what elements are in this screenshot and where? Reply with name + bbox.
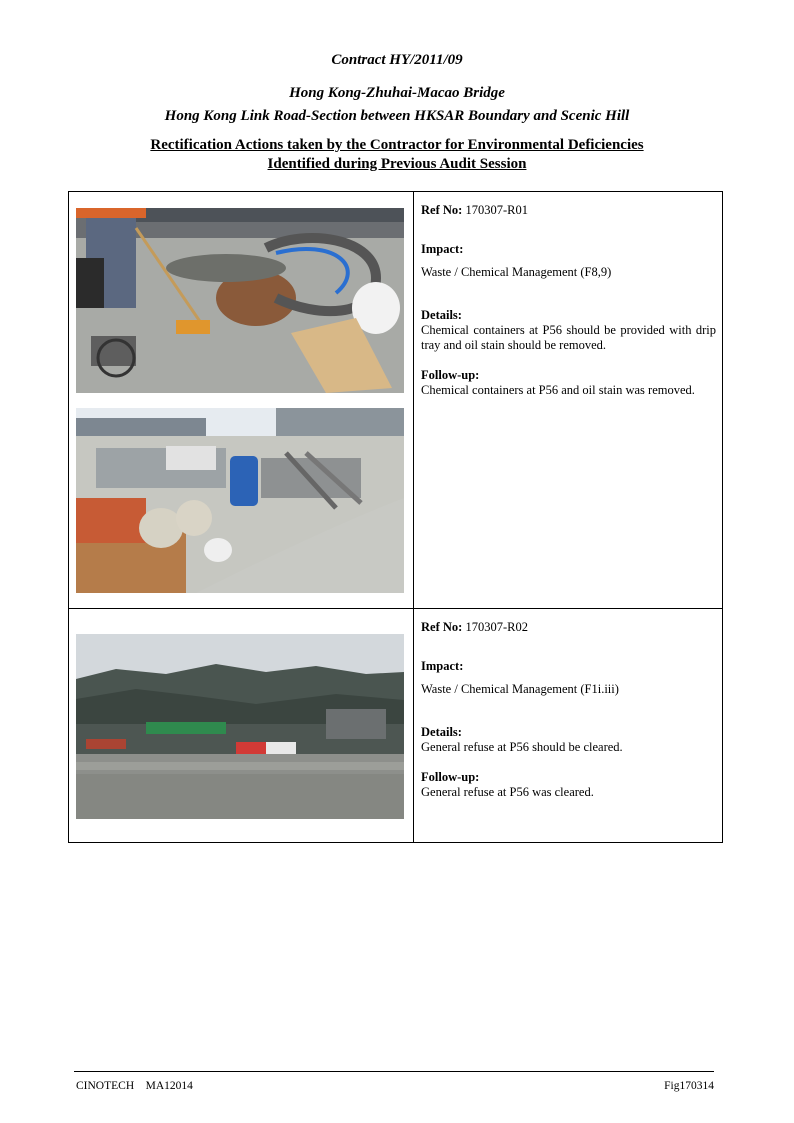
impact-value: Waste / Chemical Management (F8,9) [421,265,612,279]
impact-label: Impact: [421,659,464,673]
ref-value: 170307-R01 [465,203,528,217]
document-title-line1: Rectification Actions taken by the Contractor for Environmental Deficiencies [150,137,644,153]
ref-label: Ref No: [421,620,463,634]
details-label: Details: [421,308,462,322]
details-value: General refuse at P56 should be cleared. [421,740,623,754]
site-photo-chemical-containers [76,408,404,593]
entry-details [421,203,716,398]
project-title-line1: Hong Kong-Zhuhai-Macao Bridge [289,85,505,101]
rectification-table [68,191,723,843]
contract-number: Contract HY/2011/09 [331,52,463,68]
followup-label: Follow-up: [421,368,480,382]
details-label: Details: [421,725,462,739]
ref-no [421,620,716,635]
table-row [69,192,722,609]
ref-no [421,203,716,218]
followup-label: Follow-up: [421,770,480,784]
footer-figure-number: Fig170314 [664,1080,714,1092]
site-photo-general-refuse [76,634,404,819]
site-photo-oil-stain [76,208,404,393]
followup-value: Chemical containers at P56 and oil stain was removed. [421,383,695,397]
followup-value: General refuse at P56 was cleared. [421,785,594,799]
details-value: Chemical containers at P56 should be provided with drip tray and oil stain should be removed. [421,323,716,352]
table-row [69,609,722,842]
ref-value: 170307-R02 [465,620,528,634]
impact-label: Impact: [421,242,464,256]
footer-company-ref: CINOTECH MA12014 [76,1080,193,1092]
document-title-line2: Identified during Previous Audit Session [267,156,527,172]
footer-divider [74,1071,714,1072]
project-title-line2: Hong Kong Link Road-Section between HKSAR Boundary and Scenic Hill [164,108,630,124]
entry-details [421,620,716,800]
impact-value: Waste / Chemical Management (F1i.iii) [421,682,619,696]
ref-label: Ref No: [421,203,463,217]
